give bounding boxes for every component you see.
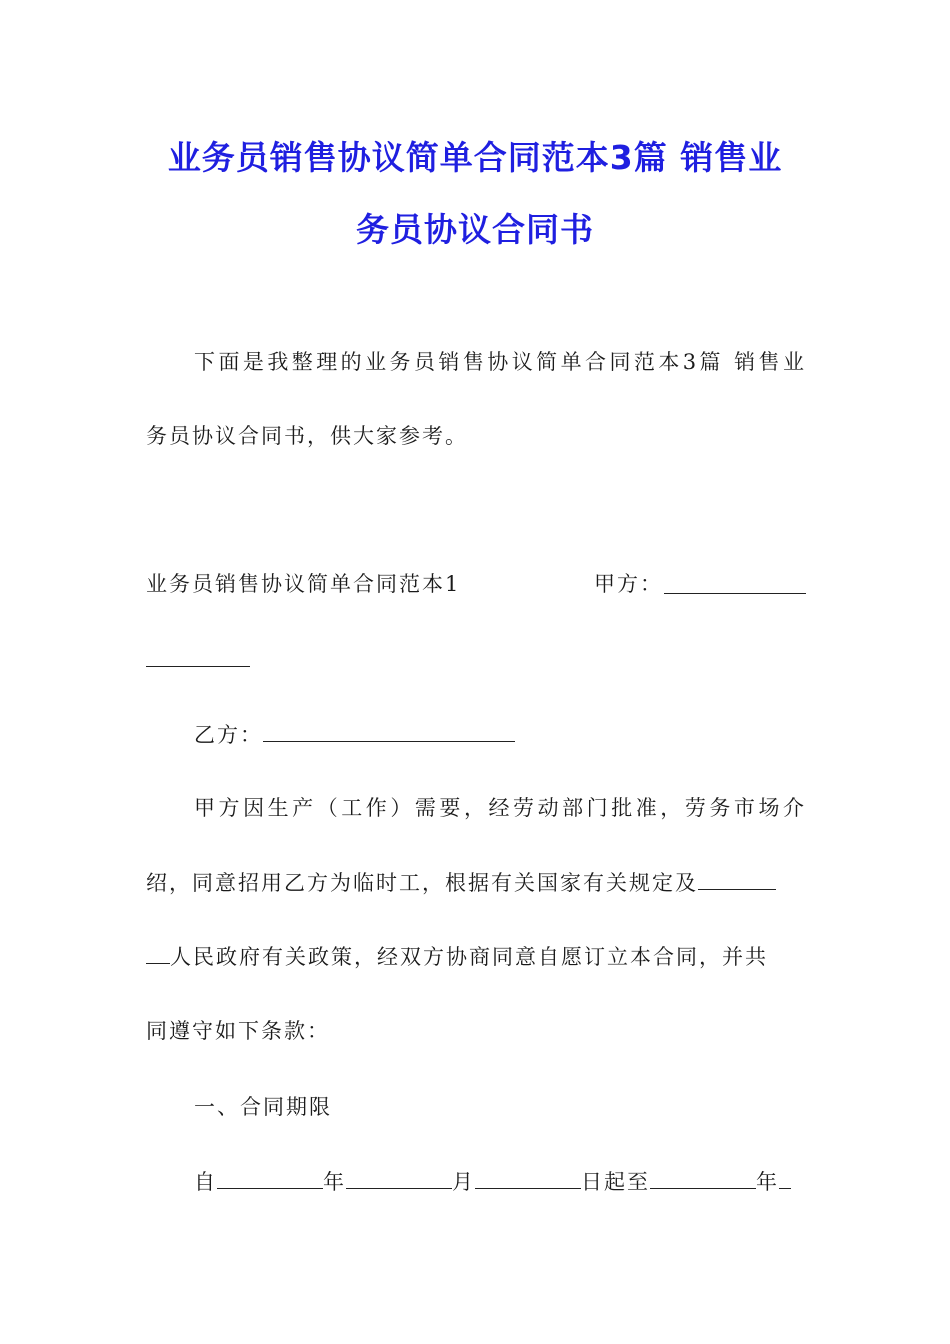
party-b-row bbox=[194, 719, 806, 750]
government-blank bbox=[698, 867, 776, 890]
intro-line-1: 下面是我整理的业务员销售协议简单合同范本3篇 销售业 bbox=[194, 350, 806, 374]
end-month-blank bbox=[779, 1166, 791, 1189]
party-a-blank-cont bbox=[146, 644, 250, 667]
title-line-1: 业务员销售协议简单合同范本3篇 销售业 bbox=[167, 138, 783, 177]
para1-line-3-row bbox=[146, 941, 806, 972]
party-a-blank-row bbox=[146, 644, 806, 675]
date-month: 月 bbox=[452, 1170, 475, 1194]
date-from: 自 bbox=[194, 1170, 217, 1194]
para1-line-3: 人民政府有关政策，经双方协商同意自愿订立本合同，并共 bbox=[170, 945, 768, 969]
intro-line-2: 务员协议合同书，供大家参考。 bbox=[146, 424, 468, 448]
party-b-blank bbox=[263, 719, 515, 742]
government-blank-cont bbox=[146, 941, 170, 964]
party-b-label: 乙方： bbox=[194, 723, 263, 747]
end-year-blank bbox=[650, 1166, 756, 1189]
para1-line-1: 甲方因生产（工作）需要，经劳动部门批准，劳务市场介 bbox=[194, 796, 806, 820]
para1-line-2-row bbox=[146, 867, 806, 898]
start-year-blank bbox=[217, 1166, 323, 1189]
date-year: 年 bbox=[323, 1170, 346, 1194]
contract-heading-row bbox=[146, 569, 806, 599]
date-day-to: 日起至 bbox=[581, 1170, 650, 1194]
start-month-blank bbox=[346, 1166, 452, 1189]
para1-line-4: 同遵守如下条款： bbox=[146, 1019, 330, 1043]
date-line bbox=[194, 1166, 806, 1197]
start-day-blank bbox=[475, 1166, 581, 1189]
party-a-blank bbox=[664, 571, 806, 594]
section-1-title: 一、合同期限 bbox=[194, 1095, 332, 1119]
contract-heading: 业务员销售协议简单合同范本1 bbox=[146, 572, 461, 596]
para1-line-2: 绍，同意招用乙方为临时工，根据有关国家有关规定及 bbox=[146, 871, 698, 895]
date-year-2: 年 bbox=[756, 1170, 779, 1194]
party-a-label: 甲方： bbox=[594, 572, 663, 596]
title-line-2: 务员协议合同书 bbox=[356, 210, 594, 249]
